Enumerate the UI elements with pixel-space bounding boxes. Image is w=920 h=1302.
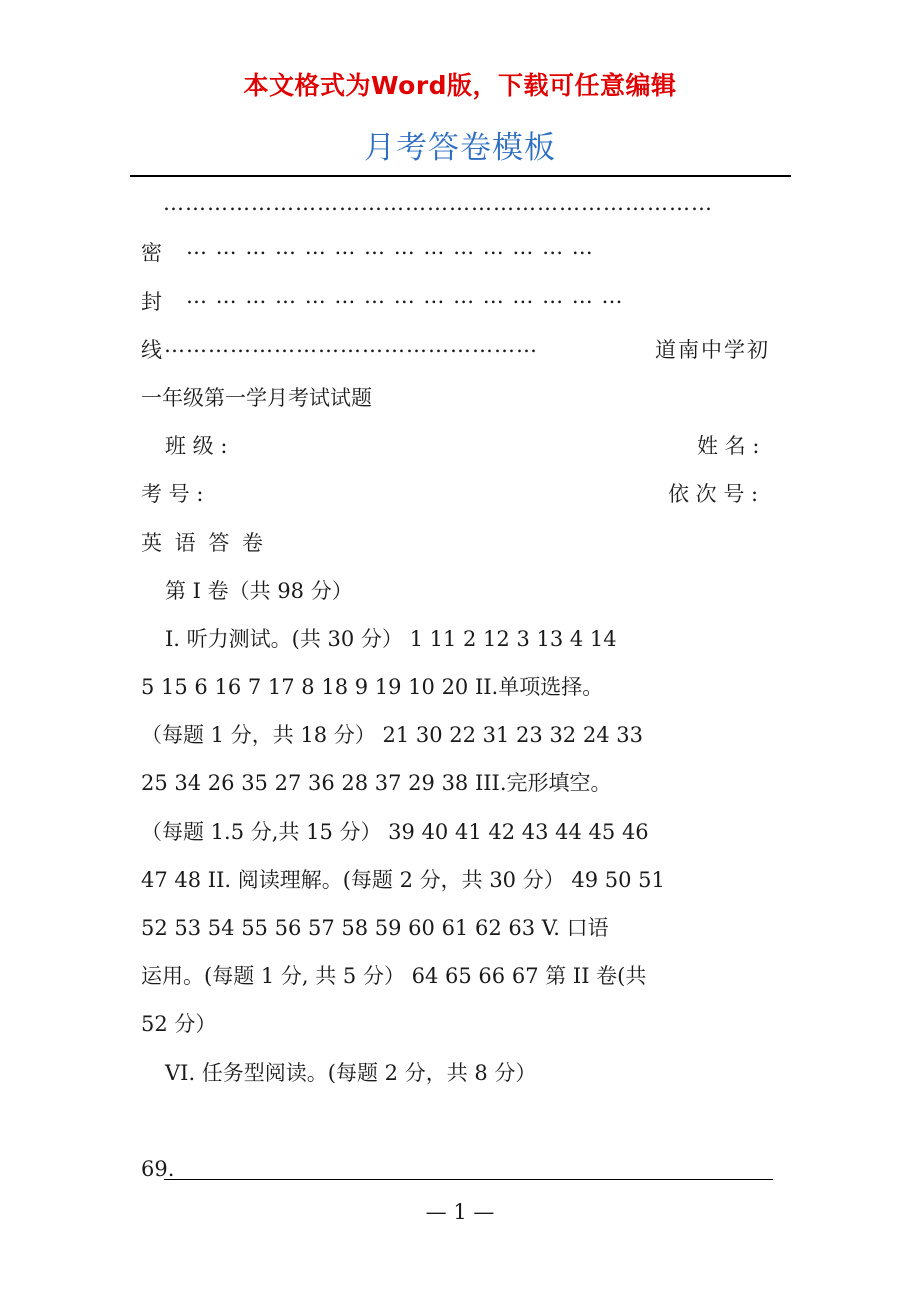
- body-line: 运用。(每题 1 分, 共 5 分） 64 65 66 67 第 II 卷(共: [141, 964, 647, 988]
- body-line: （每题 1.5 分,共 15 分） 39 40 41 42 43 44 45 46: [141, 820, 649, 844]
- body-line: 47 48 II. 阅读理解。(每题 2 分，共 30 分） 49 50 51: [141, 868, 665, 892]
- body-line: 5 15 6 16 7 17 8 18 9 19 10 20 II.单项选择。: [141, 675, 604, 699]
- page-number: — 1 —: [425, 1200, 495, 1224]
- seal-feng-dots: … … … … … … … … … … … … … … …: [186, 284, 624, 308]
- class-field-label: 班 级 :: [165, 434, 228, 458]
- exam-number-field-label: 考 号 :: [141, 482, 204, 506]
- seal-feng-label: 封: [141, 290, 162, 314]
- header-rule: [130, 175, 791, 177]
- name-field-label: 姓 名 :: [697, 434, 760, 458]
- answer-blank-line[interactable]: [164, 1179, 773, 1180]
- task-reading-section: VI. 任务型阅读。(每题 2 分，共 8 分）: [165, 1061, 537, 1085]
- body-line: （每题 1 分，共 18 分） 21 30 22 31 23 32 24 33: [141, 723, 643, 747]
- body-line: 52 53 54 55 56 57 58 59 60 61 62 63 V. 口语: [141, 916, 609, 940]
- seal-top-dots: …………………………………………………………………: [163, 191, 713, 215]
- school-name: 道南中学初: [655, 338, 770, 362]
- document-title: 月考答卷模板: [364, 130, 556, 166]
- answer-sheet-heading: 英 语 答 卷: [141, 531, 267, 555]
- answer-number: 69.: [141, 1157, 175, 1181]
- download-banner: 本文格式为Word版，下载可任意编辑: [243, 71, 677, 100]
- seal-xian-dots: ……………………………………………: [164, 333, 538, 357]
- seal-mi-label: 密: [141, 241, 162, 265]
- listening-section: I. 听力测试。(共 30 分） 1 11 2 12 3 13 4 14: [165, 627, 617, 651]
- exam-title: 一年级第一学月考试试题: [141, 386, 372, 410]
- body-line: 25 34 26 35 27 36 28 37 29 38 III.完形填空。: [141, 771, 612, 795]
- seal-mi-dots: … … … … … … … … … … … … … …: [186, 235, 594, 259]
- body-line: 52 分）: [141, 1012, 217, 1036]
- paper-one-heading: 第 I 卷（共 98 分）: [165, 579, 353, 603]
- seat-number-field-label: 依 次 号 :: [668, 482, 759, 506]
- seal-xian-label: 线: [141, 338, 162, 362]
